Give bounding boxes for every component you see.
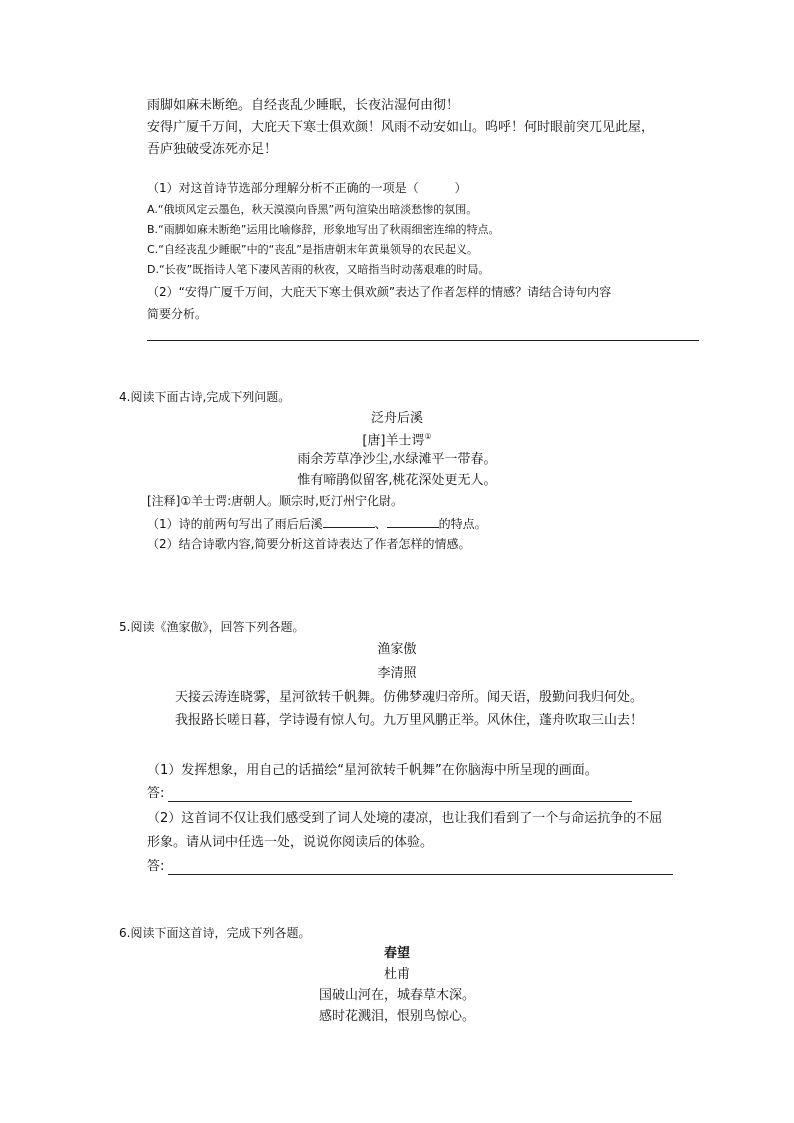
poem-line: 感时花溅泪，恨别鸟惊心。 (318, 1009, 475, 1024)
answer-line[interactable] (168, 801, 632, 802)
poem-title: 渔家傲 (377, 642, 417, 657)
sub-question-stem: （2）这首词不仅让我们感受到了词人处境的凄凉，也让我们看到了一个与命运抗争的不屈 (147, 811, 663, 826)
poem-line: 天接云涛连晓雾，星河欲转千帆舞。仿佛梦魂归帝所。闻天语，殷勤问我归何处。 (175, 690, 644, 705)
sub-question-stem: （1）对这首诗节选部分理解分析不正确的一项是（ ） (147, 181, 467, 195)
fill-blank[interactable] (323, 515, 375, 528)
sub-question-stem: （1）发挥想象，用自己的话描绘“星河欲转千帆舞”在你脑海中所呈现的画面。 (147, 763, 598, 778)
answer-label: 答: (147, 859, 165, 874)
poem-line: 惟有啼鹃似留客,桃花深处更无人。 (297, 473, 497, 488)
fill-blank[interactable] (387, 515, 439, 528)
question-stem: 6.阅读下面这首诗，完成下列各题。 (119, 926, 311, 940)
poem-author: 杜甫 (383, 967, 410, 982)
option-d: D.“长夜”既指诗人笔下凄风苦雨的秋夜，又暗指当时动荡艰难的时局。 (147, 263, 490, 276)
sub-question-stem: （2）结合诗歌内容,简要分析这首诗表达了作者怎样的情感。 (147, 537, 471, 551)
sub-question-stem: 形象。请从词中任选一处，说说你阅读后的体验。 (147, 835, 434, 850)
answer-line (147, 340, 699, 341)
sub-question-stem: （2）“安得广厦千万间，大庇天下寒士俱欢颜”表达了作者怎样的情感？请结合诗句内容 (147, 285, 612, 299)
poem-line: 雨脚如麻未断绝。自经丧乱少睡眠，长夜沾湿何由彻！ (147, 98, 460, 113)
poem-line: 安得广厦千万间，大庇天下寒士俱欢颜！风雨不动安如山。呜呼！何时眼前突兀见此屋， (147, 120, 655, 135)
option-a: A.“俄顷风定云墨色，秋天漠漠向昏黑”两句渲染出暗淡愁惨的氛围。 (147, 203, 478, 216)
answer-label: 答: (147, 786, 165, 801)
answer-line[interactable] (168, 874, 673, 875)
poem-line: 国破山河在，城春草木深。 (318, 988, 475, 1003)
poem-title: 春望 (383, 946, 410, 961)
poem-line: 吾庐独破受冻死亦足！ (147, 142, 278, 157)
sub-question-stem: （1）诗的前两句写出了雨后后溪 、 的特点。 (147, 517, 487, 531)
poem-author: [唐]羊士谔① (362, 432, 432, 449)
option-b: B.“雨脚如麻未断绝”运用比喻修辞，形象地写出了秋雨细密连绵的特点。 (147, 223, 500, 236)
question-stem: 5.阅读《渔家傲》，回答下列各题。 (119, 620, 305, 634)
poem-line: 雨余芳草净沙尘,水绿滩平一带春。 (297, 452, 497, 467)
question-stem: 4.阅读下面古诗,完成下列问题。 (119, 390, 291, 404)
poem-author: 李清照 (377, 666, 417, 681)
poem-line: 我报路长嗟日暮，学诗谩有惊人句。九万里风鹏正举。风休住，蓬舟吹取三山去！ (175, 713, 644, 728)
sub-question-stem: 简要分析。 (147, 307, 208, 321)
poem-title: 泛舟后溪 (370, 411, 423, 426)
option-c: C.“自经丧乱少睡眠”中的“丧乱”是指唐朝末年黄巢领导的农民起义。 (147, 243, 478, 256)
annotation-note: [注释]①羊士谔:唐朝人。顺宗时,贬汀州宁化尉。 (147, 494, 403, 508)
